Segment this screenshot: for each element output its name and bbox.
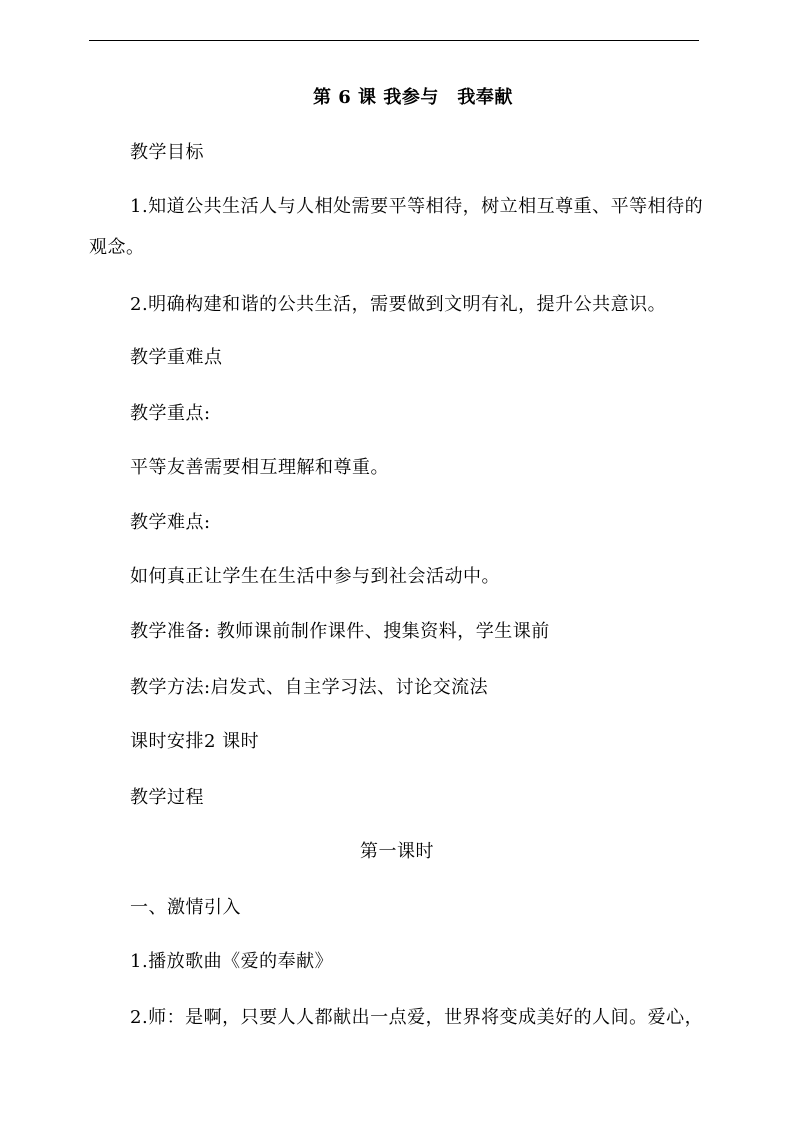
key-points-text: 平等友善需要相互理解和尊重。 [130, 457, 389, 478]
goal-1-line-1: 1.知道公共生活人与人相处需要平等相待，树立相互尊重、平等相待的 [130, 196, 704, 217]
header-rule [89, 40, 699, 41]
heading-teaching-goals: 教学目标 [130, 142, 204, 163]
goal-1-line-2: 观念。 [89, 237, 145, 258]
goal-2: 2.明确构建和谐的公共生活，需要做到文明有礼，提升公共意识。 [130, 294, 667, 315]
heading-key-difficult: 教学重难点 [130, 347, 223, 368]
difficult-text: 如何真正让学生在生活中参与到社会活动中。 [130, 566, 500, 587]
key-points-label: 教学重点: [130, 403, 211, 424]
teaching-methods: 教学方法:启发式、自主学习法、讨论交流法 [130, 677, 489, 698]
section-intro-heading: 一、激情引入 [130, 897, 241, 918]
heading-teaching-process: 教学过程 [130, 787, 204, 808]
difficult-label: 教学难点: [130, 512, 211, 533]
teaching-preparation: 教学准备: 教师课前制作课件、搜集资料，学生课前 [130, 621, 550, 642]
step-2: 2.师：是啊，只要人人都献出一点爱，世界将变成美好的人间。爱心， [130, 1007, 704, 1028]
lesson-one-heading: 第一课时 [360, 841, 434, 862]
lesson-title: 第 6 课 我参与 我奉献 [313, 87, 513, 108]
lesson-schedule: 课时安排2 课时 [130, 731, 260, 752]
step-1: 1.播放歌曲《爱的奉献》 [130, 951, 334, 972]
